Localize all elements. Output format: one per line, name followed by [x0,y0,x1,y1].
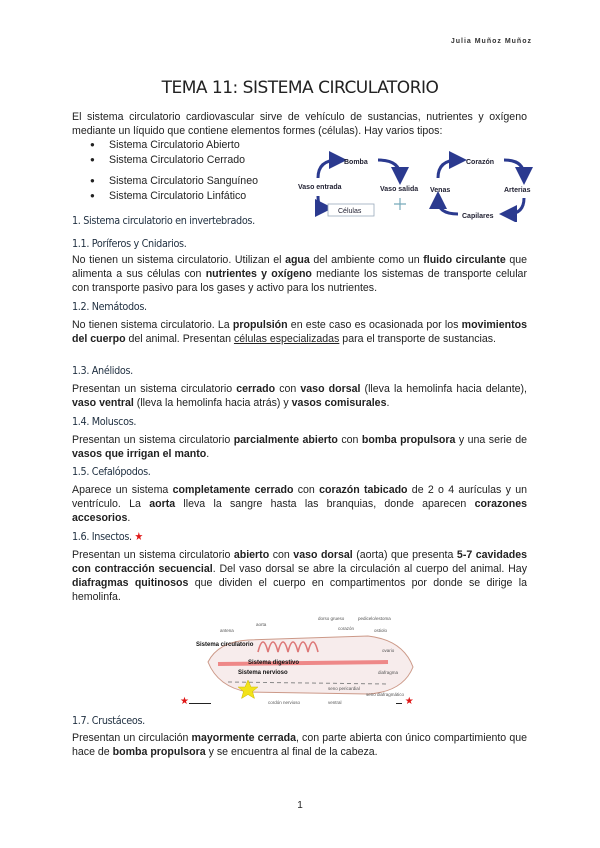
section-1-6-title: 1.6. Insectos. ★ [72,530,143,543]
label-ventral: ventral [328,700,342,705]
insect-marker-right [396,696,414,707]
label-seno-diafragmatico: seno diafragmático [366,692,405,697]
cycle-arrow [438,200,458,214]
section-1-3-title: 1.3. Anélidos. [72,364,133,377]
star-icon: ★ [134,530,143,543]
page-title: TEMA 11: SISTEMA CIRCULATORIO [161,78,439,98]
list-item: ● Sistema Circulatorio Linfático [90,189,258,204]
section-1-5-text: Aparece un sistema completamente cerrado con corazón tabicado de 2 o 4 aurículas y un ventrículo. La aorta lleva la sangre hasta las branquias, donde aparecen corazones accesorios. [72,484,528,524]
cycle-arrow [318,160,338,178]
label-ovario: ovario [382,648,395,653]
types-list [90,138,258,204]
digestive-tract-shape [218,662,388,664]
label-cordon: cordón nervioso [268,700,301,705]
list-item: ● Sistema Circulatorio Cerrado [90,153,258,168]
label-vaso-salida: Vaso salida [380,186,419,193]
section-1-1-title: 1.1. Poríferos y Cnidarios. [72,237,187,250]
list-item: ● Sistema Circulatorio Sanguíneo [90,174,258,189]
section-1-7-text: Presentan un circulación mayormente cerrada, con parte abierta con único compartimiento que hace de bomba propulsora y se encuentra al final de la cabeza. [72,732,527,758]
intro-paragraph: El sistema circulatorio cardiovascular sirve de vehículo de sustancias, nutrientes y oxígeno mediante un líquido que contiene elementos formes (células). Hay varios tipos: [72,111,527,137]
section-1-title: 1. Sistema circulatorio en invertebrados. [72,214,255,227]
label-corazon: Corazón [466,159,494,166]
label-aorta: aorta [256,622,267,627]
vertebrate-cycle-diagram [428,150,540,222]
cycle-arrow [504,160,524,176]
cycle-arrow [318,196,324,208]
insect-marker-left [180,696,211,707]
cycle-arrow [508,198,524,214]
label-vaso-entrada: Vaso entrada [298,184,342,191]
section-1-4-text: Presentan un sistema circulatorio parcialmente abierto con bomba propulsora y una serie de vasos que irrigan el manto. [72,434,528,460]
pump-cycle-diagram [296,150,430,220]
section-1-4-title: 1.4. Moluscos. [72,415,137,428]
label-venas: Venas [430,187,451,194]
label-bomba: Bomba [344,159,368,166]
section-1-2-text: No tienen sistema circulatorio. La propulsión en este caso es ocasionada por los movimientos del cuerpo del animal. Presentan células especializadas para el transporte de sustancias. [72,319,527,345]
list-item: ● Sistema Circulatorio Abierto [90,138,258,153]
label-pedicelo: pedicelo/estoma [358,616,391,621]
label-sistema-nervioso: Sistema nervioso [238,670,288,676]
label-sistema-circulatorio: Sistema circulatorio [196,642,254,648]
label-dorso: dorso grueso [318,616,345,621]
label-sistema-digestivo: Sistema digestivo [248,660,300,666]
exchange-arrows [394,198,406,210]
label-diafragma: diafragma [378,670,399,675]
section-1-5-title: 1.5. Cefalópodos. [72,465,151,478]
section-1-1-text: No tienen un sistema circulatorio. Utilizan el agua del ambiente como un fluido circulante que alimenta a sus células con nutrientes y oxígeno mediante los sistemas de transporte celular con transporte pasivo para los gases y activo para los nutrientes. [72,254,527,294]
section-1-7-title: 1.7. Crustáceos. [72,714,145,727]
insect-circulatory-diagram [178,612,428,710]
label-seno-pericardial: seno pericardial [328,686,360,691]
label-arterias: Arterias [504,187,531,194]
section-1-6-text: Presentan un sistema circulatorio abierto con vaso dorsal (aorta) que presenta 5-7 cavidades con contracción secuencial. Del vaso dorsal se abre la circulación al cuerpo del animal. Hay diafragmas quitinosos que dividen el cuerpo en compartimentos por donde se dirige la hemolinfa. [72,549,527,603]
cycle-arrow [438,160,458,178]
star-icon: ★ [404,696,414,707]
label-ostiolo: ostiolo [374,628,388,633]
label-corazon: corazón [338,626,355,631]
author-header: Julia Muñoz Muñoz [450,38,532,45]
label-capilares: Capilares [462,213,494,220]
label-antena: antena [220,628,234,633]
section-1-3-text: Presentan un sistema circulatorio cerrado con vaso dorsal (lleva la hemolinfa hacia delante), vaso ventral (lleva la hemolinfa hacia atrás) y vasos comisurales. [72,383,528,409]
section-1-2-title: 1.2. Nemátodos. [72,300,147,313]
star-icon: ★ [180,696,189,707]
label-celulas: Células [338,208,362,215]
cycle-arrow [378,160,400,176]
page-number: 1 [297,800,303,811]
